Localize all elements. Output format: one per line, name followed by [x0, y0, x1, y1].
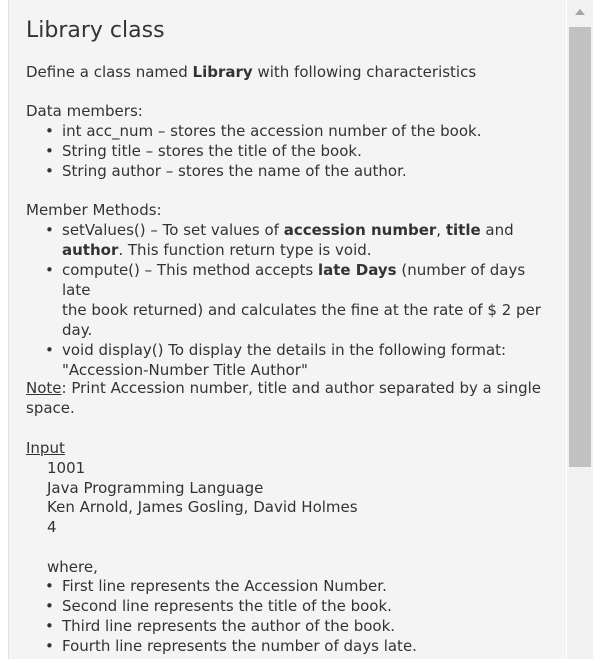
input-line: Ken Arnold, James Gosling, David Holmes — [47, 498, 358, 516]
text: , — [436, 221, 446, 239]
scroll-up-arrow-icon[interactable] — [575, 9, 585, 15]
text: void display() To display the details in the following format: — [62, 341, 507, 359]
list-item: • Fourth line represents the number of days late. — [26, 636, 558, 656]
bold-text: late Days — [317, 261, 397, 279]
input-line: 1001 — [47, 459, 86, 477]
note-text: space. — [26, 399, 75, 417]
data-members-list — [26, 121, 558, 181]
where-label: where, — [47, 558, 98, 576]
text: "Accession-Number Title Author" — [62, 361, 308, 379]
methods-heading: Member Methods: — [26, 201, 162, 219]
intro-prefix: Define a class named — [26, 63, 193, 81]
input-line: Java Programming Language — [47, 479, 264, 497]
list-item — [26, 340, 558, 380]
list-item — [26, 220, 558, 260]
bold-text: title — [445, 221, 481, 239]
where-list — [26, 576, 558, 656]
text: compute() – This method accepts — [62, 261, 318, 279]
text: . This function return type is void. — [118, 241, 372, 259]
text: (number of days late — [62, 261, 526, 299]
note-label: Note — [26, 379, 62, 397]
scrollbar-thumb[interactable] — [569, 27, 591, 467]
page-title: Library class — [26, 18, 165, 43]
problem-panel — [8, 0, 566, 659]
intro-text — [26, 62, 476, 82]
text: and — [480, 221, 514, 239]
list-item: • String title – stores the title of the book. — [26, 141, 558, 161]
list-item: • Second line represents the title of the book. — [26, 596, 558, 616]
list-item: • int acc_num – stores the accession number of the book. — [26, 121, 558, 141]
class-name: Library — [192, 63, 253, 81]
bold-text: author — [62, 241, 119, 259]
note-text: : Print Accession number, title and author separated by a single — [61, 379, 541, 397]
intro-suffix: with following characteristics — [252, 63, 477, 81]
list-item: • String author – stores the name of the author. — [26, 161, 558, 181]
list-item: • Third line represents the author of the book. — [26, 616, 558, 636]
bold-text: accession number — [283, 221, 437, 239]
input-line: 4 — [47, 518, 57, 536]
input-heading: Input — [26, 439, 65, 457]
note-paragraph — [26, 378, 541, 418]
methods-list — [26, 220, 558, 380]
text: the book returned) and calculates the fine at the rate of $ 2 per — [62, 301, 541, 319]
vertical-scrollbar[interactable] — [567, 0, 593, 659]
data-members-heading: Data members: — [26, 102, 143, 120]
list-item: • First line represents the Accession Number. — [26, 576, 558, 596]
list-item — [26, 260, 558, 340]
text: setValues() – To set values of — [62, 221, 284, 239]
text: day. — [62, 321, 93, 339]
